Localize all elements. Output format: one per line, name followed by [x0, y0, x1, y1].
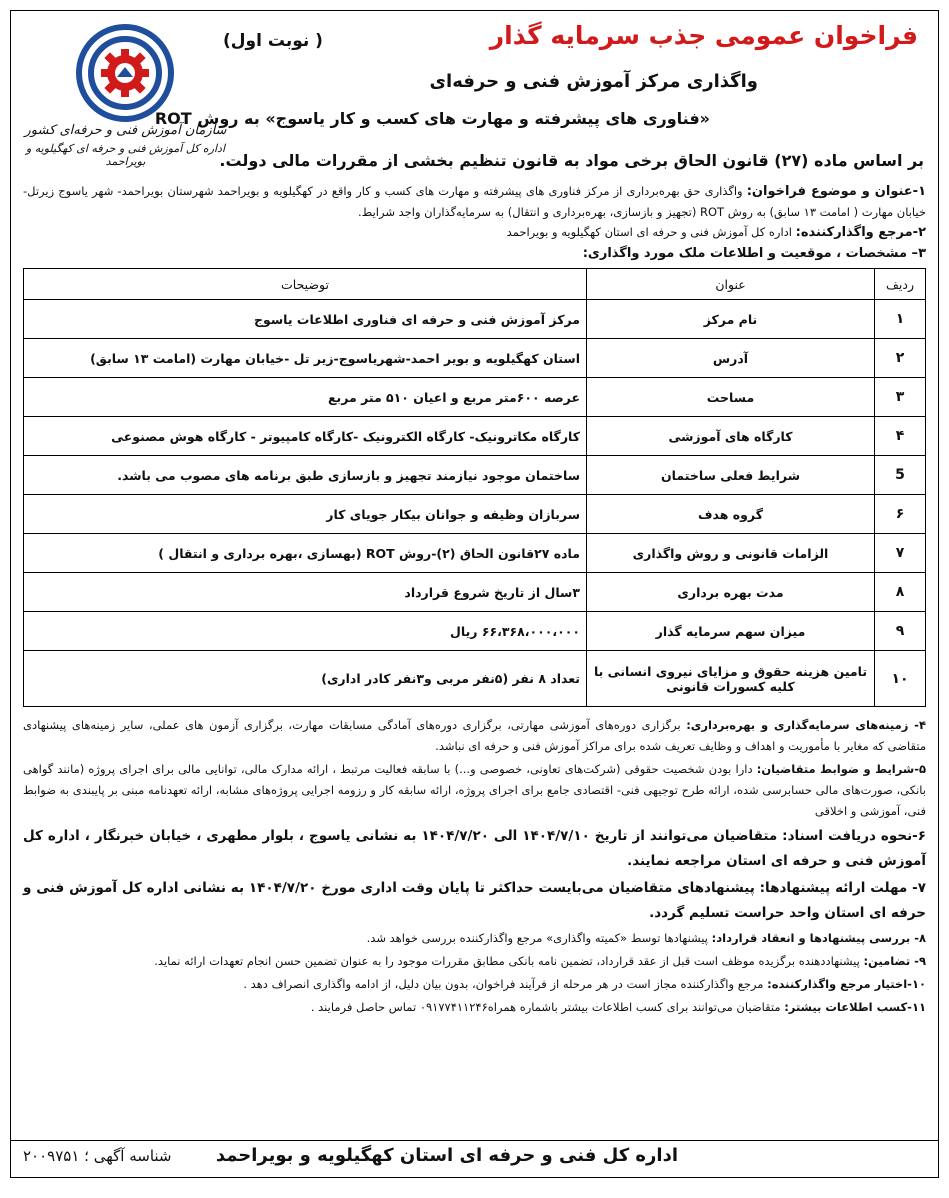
list-item	[23, 997, 926, 1018]
item-label: ۶-نحوه دریافت اسناد:	[782, 828, 926, 844]
item-text: دارا بودن شخصیت حقوقی (شرکت‌های تعاونی، خصوصی و...) با سابقه فعالیت مرتبط ، ارائه مدارک مالی، توانایی مالی برای اجرای پروژه (مانند گواهی بانکی، صورت‌های مالی حسابرسی شده، ارائه طرح توجیهی فنی- اقتصادی جامع برای اجرای پروژه، ارائه سابقه کار و رزومه اجرایی پروژه‌های مشابه، ارائه تعهدنامه مبنی بر پایبندی به ضوابط فنی، آموزشی و اخلاقی	[23, 762, 926, 818]
table-row	[24, 495, 926, 534]
row-index: ۱۰	[875, 651, 926, 707]
header-title: عنوان	[587, 269, 875, 300]
row-title: مساحت	[587, 378, 875, 417]
conditions-list	[11, 713, 938, 1018]
table-row	[24, 378, 926, 417]
item-text: متقاضیان می‌توانند برای کسب اطلاعات بیشتر باشماره همراه۰۹۱۷۷۴۱۱۲۴۶ تماس حاصل فرمایند .	[310, 1000, 785, 1014]
table-row	[24, 573, 926, 612]
notice-round: ( نوبت اول)	[223, 31, 323, 51]
table-row	[24, 300, 926, 339]
row-index: ۶	[875, 495, 926, 534]
header	[11, 11, 938, 181]
footer	[11, 1140, 938, 1177]
item-text: پیشنهادها توسط «کمیته واگذاری» مرجع واگذارکننده بررسی خواهد شد.	[366, 931, 712, 945]
item-label: ۵-شرایط و ضوابط متقاضیان:	[756, 762, 926, 776]
row-title: آدرس	[587, 339, 875, 378]
row-title: شرایط فعلی ساختمان	[587, 456, 875, 495]
row-index: 5	[875, 456, 926, 495]
section-1-text: واگذاری حق بهره‌برداری از مرکز فناوری های پیشرفته و مهارت های کسب و کار واقع در کهگیلویه و بویراحمد شهرستان بویراحمد- شهر یاسوج زیرتل- خیابان مهارت ( امامت ۱۳ سابق) به روش ROT (تجهیز و بازسازی، بهره‌برداری و انتقال) به سرمایه‌گذاران واجد شرایط.	[23, 184, 926, 219]
section-2	[11, 222, 938, 243]
row-index: ۳	[875, 378, 926, 417]
item-label: ۱۱-کسب اطلاعات بیشتر:	[784, 1000, 926, 1014]
table-row	[24, 612, 926, 651]
header-description: توضیحات	[24, 269, 587, 300]
row-description: سربازان وظیفه و جوانان بیکار جویای کار	[24, 495, 587, 534]
section-1	[11, 181, 938, 222]
row-title: الزامات قانونی و روش واگذاری	[587, 534, 875, 573]
subtitle-1: واگذاری مرکز آموزش فنی و حرفه‌ای	[429, 71, 758, 92]
list-item	[23, 951, 926, 972]
row-description: ماده ۲۷قانون الحاق (۲)-روش ROT (بهسازی ،بهره برداری و انتقال )	[24, 534, 587, 573]
property-table	[23, 268, 926, 707]
property-table-wrapper	[23, 268, 926, 707]
logo-block	[23, 17, 227, 177]
item-text: پیشنهادهای متقاضیان می‌بایست حداکثر تا پایان وقت اداری مورخ ۱۴۰۴/۷/۲۰ به نشانی اداره کل آموزش فنی و حرفه ای استان واحد حراست تسلیم گردد.	[23, 880, 926, 921]
header-index: ردیف	[875, 269, 926, 300]
row-title: مدت بهره برداری	[587, 573, 875, 612]
row-index: ۴	[875, 417, 926, 456]
item-text: متقاضیان می‌توانند از تاریخ ۱۴۰۴/۷/۱۰ الی ۱۴۰۴/۷/۲۰ به نشانی یاسوج ، بلوار مطهری ، خیابان خبرنگار ، اداره کل آموزش فنی و حرفه ای استان مراجعه نمایند.	[23, 828, 926, 869]
ad-identifier: شناسه آگهی ؛ ۲۰۰۹۷۵۱	[23, 1147, 172, 1165]
table-row	[24, 456, 926, 495]
item-text: پیشنهاددهنده برگزیده موظف است قبل از عقد قرارداد، تضمین نامه بانکی مطابق مقررات موجود را به عنوان تضمین حسن انجام تعهدات ارائه نماید.	[154, 954, 864, 968]
row-index: ۸	[875, 573, 926, 612]
row-description: ساختمان موجود نیازمند تجهیز و بازسازی طبق برنامه های مصوب می باشد.	[24, 456, 587, 495]
row-description: استان کهگیلویه و بویر احمد-شهریاسوج-زیر تل -خیابان مهارت (امامت ۱۳ سابق)	[24, 339, 587, 378]
item-label: ۹- تضامین:	[863, 954, 926, 968]
list-item	[23, 759, 926, 822]
table-row	[24, 534, 926, 573]
table-row	[24, 651, 926, 707]
table-row	[24, 339, 926, 378]
organization-logo-icon	[65, 23, 185, 123]
row-description: عرصه ۶۰۰متر مربع و اعیان ۵۱۰ متر مربع	[24, 378, 587, 417]
row-title: کارگاه های آموزشی	[587, 417, 875, 456]
item-label: ۱۰-اختیار مرجع واگذارکننده:	[767, 977, 926, 991]
item-label: ۷- مهلت ارائه پیشنهادها:	[759, 880, 926, 896]
row-description: ۳سال از تاریخ شروع قرارداد	[24, 573, 587, 612]
row-title: میزان سهم سرمایه گذار	[587, 612, 875, 651]
page-title: فراخوان عمومی جذب سرمایه گذار	[489, 21, 918, 50]
section-3-label: ۳– مشخصات ، موقعیت و اطلاعات ملک مورد واگذاری:	[582, 246, 926, 261]
item-label: ۸- بررسی پیشنهادها و انعقاد قرارداد:	[711, 931, 926, 945]
row-title: تامین هزینه حقوق و مزایای نیروی انسانی با کلیه کسورات قانونی	[587, 651, 875, 707]
row-index: ۹	[875, 612, 926, 651]
row-description: تعداد ۸ نفر (۵نفر مربی و۳نفر کادر اداری)	[24, 651, 587, 707]
table-header-row	[24, 269, 926, 300]
subtitle-2: «فناوری های پیشرفته و مهارت های کسب و کار یاسوج» به روش ROT	[154, 109, 710, 128]
list-item	[23, 876, 926, 926]
row-title: گروه هدف	[587, 495, 875, 534]
list-item	[23, 928, 926, 949]
list-item	[23, 715, 926, 757]
org-line-1: سازمان آموزش فنی و حرفه‌ای کشور	[24, 123, 227, 138]
section-2-label: ۲-مرجع واگذارکننده:	[795, 225, 926, 240]
list-item	[23, 974, 926, 995]
list-item	[23, 824, 926, 874]
row-description: ۶۶،۳۶۸،۰۰۰،۰۰۰ ریال	[24, 612, 587, 651]
notice-page	[10, 10, 939, 1178]
row-description: مرکز آموزش فنی و حرفه ای فناوری اطلاعات یاسوج	[24, 300, 587, 339]
item-text: برگزاری دوره‌های آموزشی مهارتی، برگزاری دوره‌های آمادگی مسابقات مهارت، برگزاری آزمون های عملی، سایر زمینه‌های پیشنهادی متقاضی که مغایر با مأموریت و اهداف و وظایف تعریف شده برای مراکز آموزش فنی و حرفه ای نباشد.	[23, 718, 926, 753]
section-2-text: اداره کل آموزش فنی و حرفه ای استان کهگیلویه و بویراحمد	[506, 225, 796, 239]
row-index: ۱	[875, 300, 926, 339]
row-index: ۷	[875, 534, 926, 573]
item-text: مرجع واگذارکننده مجاز است در هر مرحله از فرآیند فراخوان، بدون بیان دلیل، از ادامه واگذاری انصراف دهد .	[243, 977, 768, 991]
footer-organization: اداره کل فنی و حرفه ای استان کهگیلویه و بویراحمد	[215, 1145, 678, 1166]
row-title: نام مرکز	[587, 300, 875, 339]
org-line-2: اداره کل آموزش فنی و حرفه ای کهگیلویه و بویراحمد	[25, 142, 226, 168]
row-description: کارگاه مکاترونیک- کارگاه الکترونیک -کارگاه کامپیوتر - کارگاه هوش مصنوعی	[24, 417, 587, 456]
subtitle-3: بر اساس ماده (۲۷) قانون الحاق برخی مواد به قانون تنظیم بخشی از مقررات مالی دولت.	[219, 151, 924, 170]
item-label: ۴- زمینه‌های سرمایه‌گذاری و بهره‌برداری:	[686, 718, 926, 732]
table-row	[24, 417, 926, 456]
row-index: ۲	[875, 339, 926, 378]
section-3	[11, 243, 938, 264]
organization-name	[23, 123, 228, 168]
section-1-label: ۱-عنوان و موضوع فراخوان:	[746, 184, 927, 199]
